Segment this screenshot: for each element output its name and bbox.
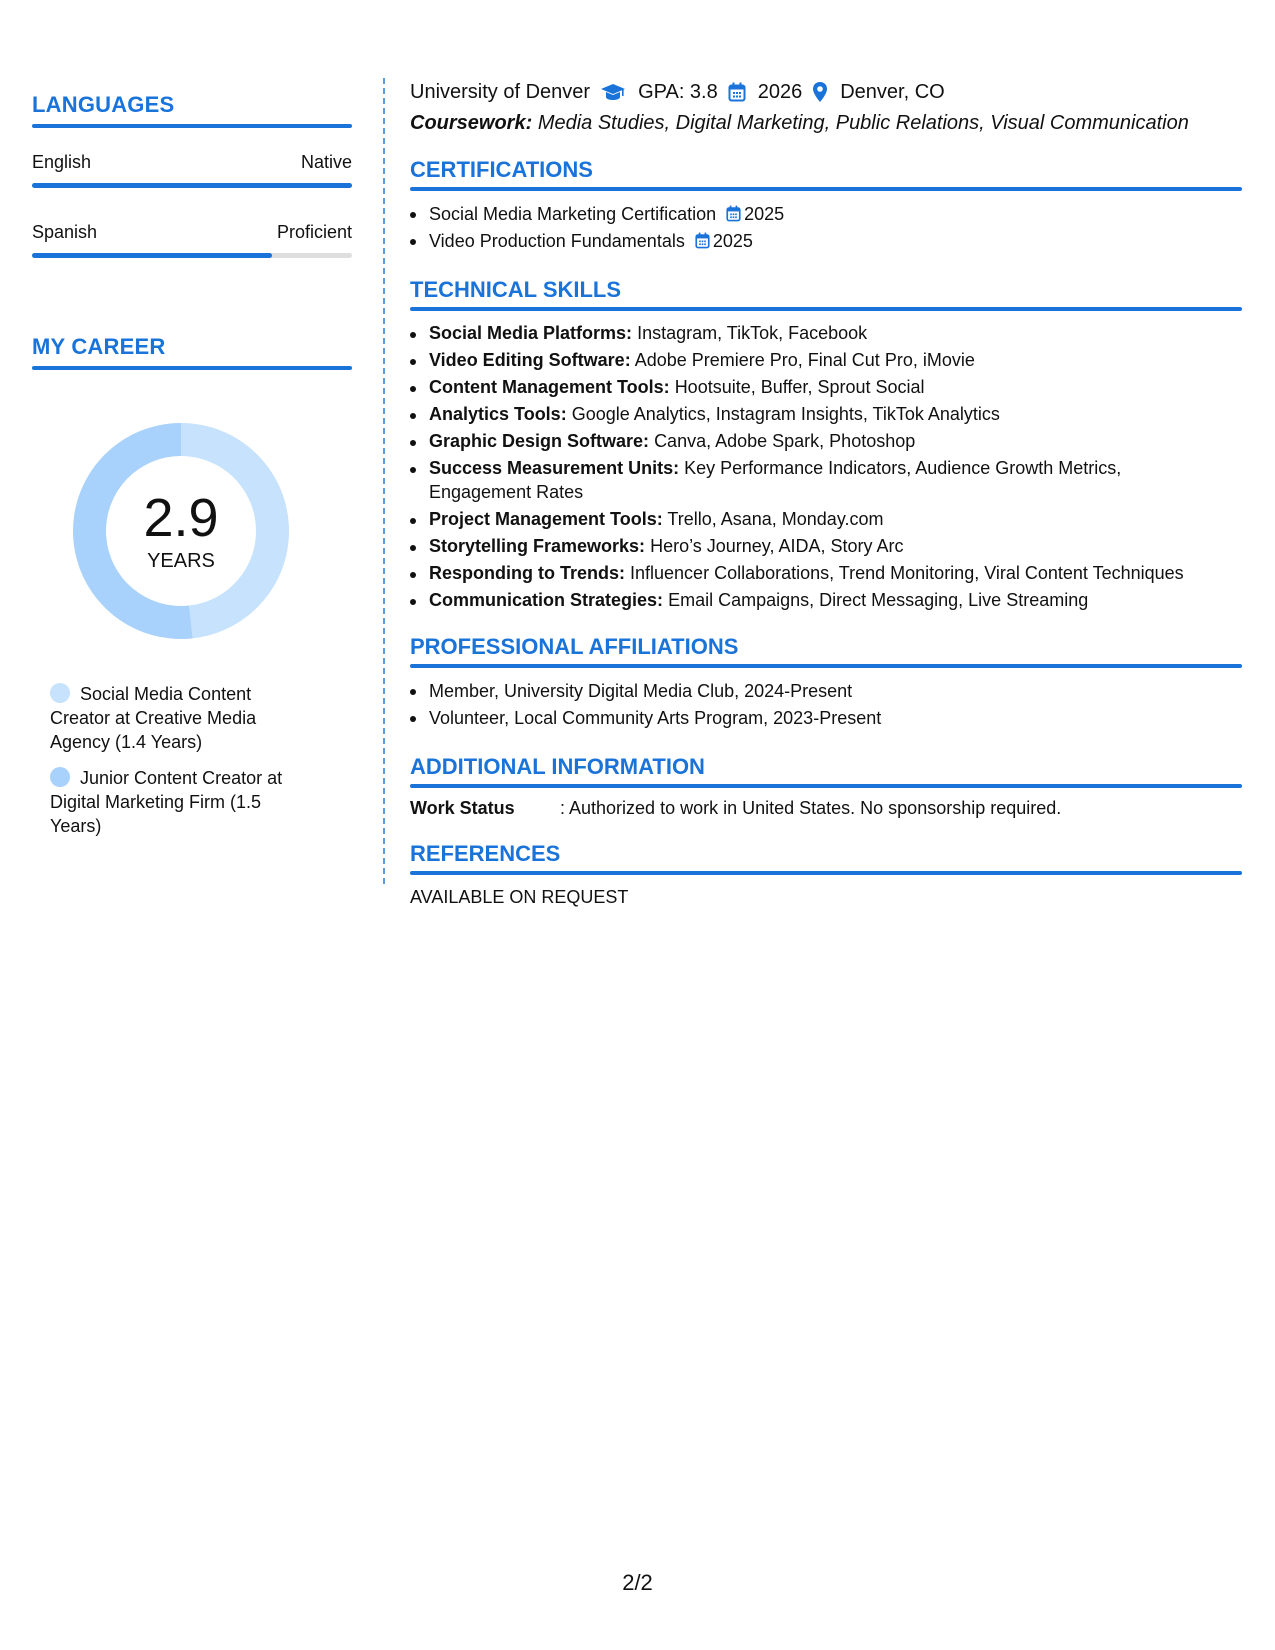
legend-dot [50, 767, 70, 787]
education-line [410, 78, 1242, 106]
language-proficiency-bar [32, 253, 352, 258]
certification-item [410, 228, 1242, 255]
skills-section [410, 277, 1242, 612]
graduation-cap-icon [600, 82, 626, 102]
left-column [32, 92, 352, 850]
graduation-year: 2026 [757, 80, 803, 103]
work-status-value: : Authorized to work in United States. No sponsorship required. [560, 798, 1062, 818]
coursework-line [410, 112, 1242, 135]
certifications-heading: CERTIFICATIONS [410, 157, 593, 182]
skill-value: Key Performance Indicators, Audience Growth Metrics, Engagement Rates [429, 458, 1122, 502]
references-text: AVAILABLE ON REQUEST [410, 887, 629, 907]
section-rule [410, 664, 1242, 668]
education-section [410, 78, 1242, 135]
skill-label: Storytelling Frameworks: [429, 536, 646, 556]
skill-value: Influencer Collaborations, Trend Monitoring, Viral Content Techniques [630, 563, 1184, 583]
skill-item [410, 402, 1242, 426]
additional-info-heading: ADDITIONAL INFORMATION [410, 754, 705, 779]
legend-item [50, 766, 302, 838]
skill-item [410, 456, 1242, 504]
references-section [410, 841, 1242, 908]
calendar-icon [728, 82, 746, 102]
skill-value: Adobe Premiere Pro, Final Cut Pro, iMovie [634, 350, 975, 370]
section-rule [410, 871, 1242, 875]
career-total-value: 2.9 [143, 487, 219, 548]
legend-dot [50, 683, 70, 703]
affiliations-list [410, 678, 1242, 732]
languages-section [32, 92, 352, 258]
language-level: Proficient [276, 222, 352, 242]
legend-item [50, 682, 302, 754]
certification-item [410, 201, 1242, 228]
skills-list [410, 321, 1242, 612]
section-rule [32, 366, 352, 370]
skill-value: Canva, Adobe Spark, Photoshop [654, 431, 916, 451]
additional-info-section [410, 754, 1242, 819]
skill-item [410, 588, 1242, 612]
career-total-unit: YEARS [147, 549, 215, 572]
work-status-label: Work Status [410, 798, 515, 818]
coursework-label: Coursework: [410, 112, 533, 134]
skill-value: Google Analytics, Instagram Insights, TikTok Analytics [571, 404, 1000, 424]
school-name: University of Denver [410, 80, 591, 103]
skill-label: Video Editing Software: [429, 350, 631, 370]
coursework-list: Media Studies, Digital Marketing, Public Relations, Visual Communication [537, 112, 1189, 134]
skill-item [410, 348, 1242, 372]
skill-item [410, 507, 1242, 531]
certification-year: 2025 [712, 231, 753, 251]
skill-value: Email Campaigns, Direct Messaging, Live Streaming [668, 590, 1089, 610]
language-item-english [32, 152, 352, 188]
section-rule [410, 187, 1242, 191]
skill-item [410, 561, 1242, 585]
calendar-icon [695, 232, 710, 249]
references-heading: REFERENCES [410, 841, 561, 866]
affiliations-section [410, 634, 1242, 732]
skill-item [410, 534, 1242, 558]
skill-item [410, 375, 1242, 399]
skill-item [410, 429, 1242, 453]
calendar-icon [726, 205, 741, 222]
career-section [32, 334, 352, 838]
languages-heading: LANGUAGES [32, 92, 175, 117]
skill-label: Analytics Tools: [429, 404, 567, 424]
skill-value: Hootsuite, Buffer, Sprout Social [674, 377, 925, 397]
certification-name: Social Media Marketing Certification [429, 204, 717, 224]
legend-label: Social Media Content Creator at Creative Media Agency (1.4 Years) [50, 684, 257, 752]
page-number: 2/2 [622, 1570, 653, 1595]
skills-heading: TECHNICAL SKILLS [410, 277, 622, 302]
affiliations-heading: PROFESSIONAL AFFILIATIONS [410, 634, 739, 659]
right-column [410, 78, 1242, 908]
language-item-spanish [32, 222, 352, 258]
skill-item [410, 321, 1242, 345]
section-rule [410, 307, 1242, 311]
legend-label: Junior Content Creator at Digital Marketing Firm (1.5 Years) [50, 768, 283, 836]
language-proficiency-bar [32, 183, 352, 188]
column-divider [383, 78, 385, 884]
language-level: Native [300, 152, 352, 172]
skill-label: Content Management Tools: [429, 377, 670, 397]
skill-label: Project Management Tools: [429, 509, 663, 529]
education-location: Denver, CO [840, 80, 945, 103]
skill-value: Hero’s Journey, AIDA, Story Arc [650, 536, 904, 556]
certification-name: Video Production Fundamentals [429, 231, 685, 251]
language-proficiency-fill [32, 253, 272, 258]
affiliation-item: Volunteer, Local Community Arts Program, 2023-Present [410, 705, 1242, 732]
certifications-section [410, 157, 1242, 255]
skill-label: Graphic Design Software: [429, 431, 650, 451]
work-status-row [410, 798, 1242, 819]
language-proficiency-fill [32, 183, 352, 188]
skill-value: Instagram, TikTok, Facebook [637, 323, 868, 343]
section-rule [32, 124, 352, 128]
skill-value: Trello, Asana, Monday.com [667, 509, 884, 529]
skill-label: Success Measurement Units: [429, 458, 680, 478]
affiliation-item: Member, University Digital Media Club, 2024-Present [410, 678, 1242, 705]
skill-label: Communication Strategies: [429, 590, 664, 610]
skill-label: Responding to Trends: [429, 563, 625, 583]
certification-year: 2025 [744, 204, 785, 224]
section-rule [410, 784, 1242, 788]
career-legend [32, 682, 302, 838]
career-donut-chart [66, 416, 296, 646]
certifications-list [410, 201, 1242, 255]
language-name: Spanish [32, 222, 98, 242]
language-name: English [32, 152, 92, 172]
skill-label: Social Media Platforms: [429, 323, 633, 343]
career-heading: MY CAREER [32, 334, 166, 359]
gpa-value: GPA: 3.8 [638, 80, 718, 103]
location-pin-icon [812, 81, 828, 103]
